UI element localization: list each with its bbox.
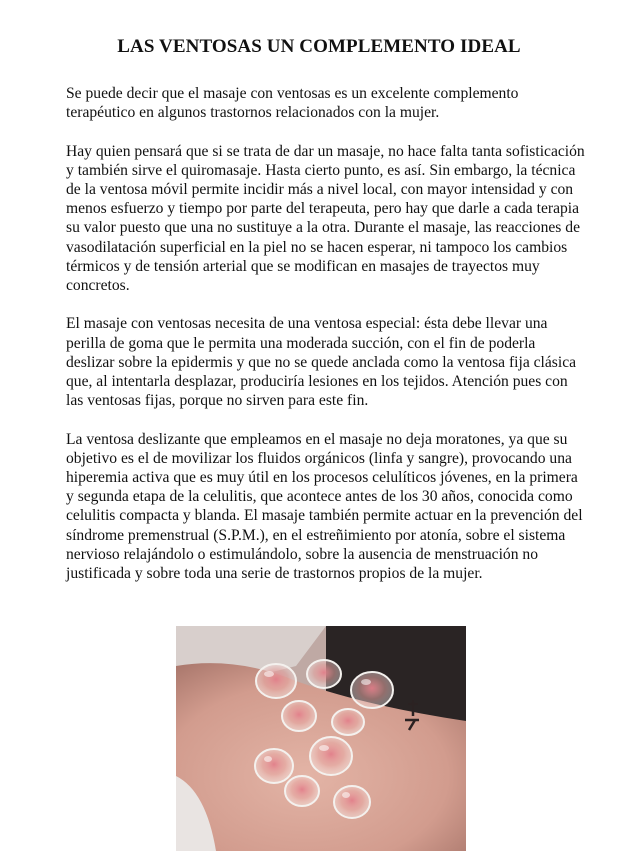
paragraph: Se puede decir que el masaje con ventosas es un excelente complemento terapéutico en algunos trastornos relacionados con la mujer.	[66, 85, 519, 122]
document-body	[66, 84, 586, 602]
paragraph: La ventosa deslizante que empleamos en el masaje no deja moratones, ya que su objetivo es el de movilizar los fluidos orgánicos (linfa y sangre), provocando una hiperemia activa que es muy útil en los procesos celulíticos jóvenes, en la primera y segunda etapa de la celulitis, que acontece antes de los 30 años, conocida como celulitis compacta y blanda. El masaje también permite actuar en la prevención del síndrome premenstrual (S.P.M.), en el estreñimiento por atonía, sobre el sistema nervioso relajándolo o estimulándolo, sobre la ausencia de menstruación no justificada y sobre toda una serie de trastornos propios de la mujer.	[66, 430, 583, 583]
cupping-photo-illustration	[176, 626, 466, 851]
cupping-photo	[176, 626, 466, 851]
paragraph: Hay quien pensará que si se trata de dar un masaje, no hace falta tanta sofisticación y también sirve el quiromasaje. Hasta cierto punto, es así. Sin embargo, la técnica de la ventosa móvil permite incidir más a nivel local, con mayor intensidad y con menos esfuerzo y tiempo por parte del terapeuta, pero hay que darle a cada terapia su valor puesto que una no sustituye a la otra. Durante el masaje, las reacciones de vasodilatación superficial en la piel no se hacen esperar, ni tampoco los cambios térmicos y de tensión arterial que se modifican en masajes de trayectos muy concretos.	[66, 142, 585, 295]
paragraph: El masaje con ventosas necesita de una ventosa especial: ésta debe llevar una perilla de goma que le permita una moderada succión, con el fin de poderla deslizar sobre la epidermis y que no se quede anclada como la ventosa fija clásica que, al intentarla desplazar, produciría lesiones en los tejidos. Atención pues con las ventosas fijas, porque no sirven para este fin.	[66, 315, 577, 410]
document-title: LAS VENTOSAS UN COMPLEMENTO IDEAL	[117, 36, 521, 57]
